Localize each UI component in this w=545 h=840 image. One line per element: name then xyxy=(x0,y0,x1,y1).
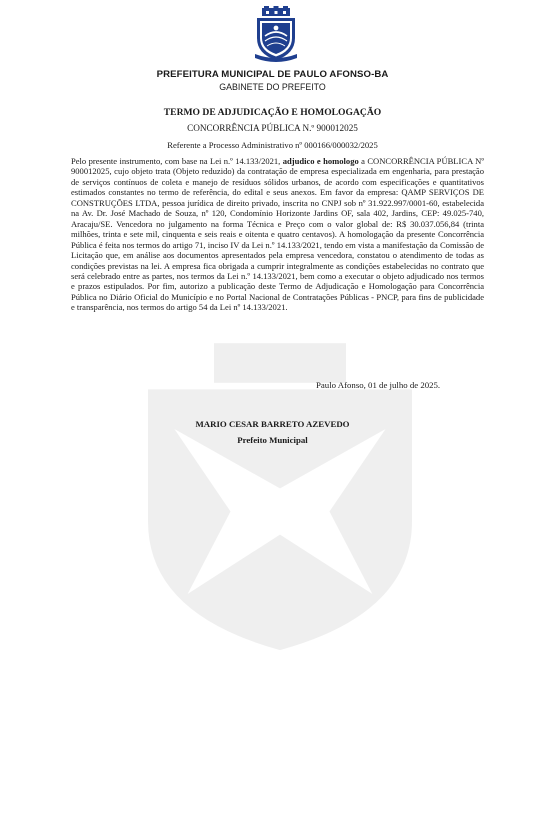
signer-name: MARIO CESAR BARRETO AZEVEDO xyxy=(195,419,350,429)
document-subtitle: CONCORRÊNCIA PÚBLICA N.º 900012025 xyxy=(187,123,358,133)
body-text-bold: adjudico e homologo xyxy=(282,156,359,166)
document-title: TERMO DE ADJUDICAÇÃO E HOMOLOGAÇÃO xyxy=(163,107,382,118)
office-name: GABINETE DO PREFEITO xyxy=(219,82,326,92)
body-text-main: a CONCORRÊNCIA PÚBLICA Nº 900012025, cujo objeto trata (Objeto reduzido) da contratação de empresa especializada em engenharia, para prestação de serviços contínuos de coleta e manejo de resíduos sólidos urbanos, de acordo com especificações e quantitativos estimados constantes no termo de referência, do edital e seus anexos. Em favor da empresa: QAMP SERVIÇOS DE CONSTRUÇÕES LTDA, pessoa jurídica de direito privado, inscrita no CNPJ sob nº 31.922.997/0001-60, estabelecida na Av. Dr. José Machado de Souza, nº 120, Condomínio Horizonte Jardins OF, sala 402, Jardins, CEP: 49.025-740, Aracaju/SE. Vencedora no julgamento na forma Técnica e Preço com o valor global de: R$ 30.037.056,84 (trinta milhões, trinta e sete mil, cinquenta e seis reais e oitenta e quatro centavos). A homologação da presente Concorrência Pública é feita nos termos do artigo 71, inciso IV da Lei n.º 14.133/2021, tendo em vista a manifestação da Comissão de Licitação que, em análise aos documentos apresentados pela empresa vencedora, constatou o atendimento de todas as condições previstas na lei. A empresa fica obrigada a cumprir integralmente as condições estabelecidas no contrato que será celebrado entre as partes, nos termos da Lei n.º 14.133/2021, bem como a executar o objeto adjudicado nos termos e prazos estipulados. Por fim, autorizo a publicação deste Termo de Adjudicação e Homologação para Concorrência Pública no Diário Oficial do Município e no Portal Nacional de Contratações Públicas - PNCP, para fins de publicidade e transparência, nos termos do artigo 54 da Lei nº 14.133/2021. xyxy=(71,156,484,313)
document-reference: Referente a Processo Administrativo nº 000166/000032/2025 xyxy=(167,140,378,150)
document-body xyxy=(71,156,484,313)
place-and-date: Paulo Afonso, 01 de julho de 2025. xyxy=(316,380,441,390)
coat-of-arms-icon xyxy=(253,6,299,62)
signer-role: Prefeito Municipal xyxy=(237,435,308,445)
body-text-intro: Pelo presente instrumento, com base na Lei n.º 14.133/2021, xyxy=(71,156,283,166)
institution-name: PREFEITURA MUNICIPAL DE PAULO AFONSO-BA xyxy=(156,69,389,80)
